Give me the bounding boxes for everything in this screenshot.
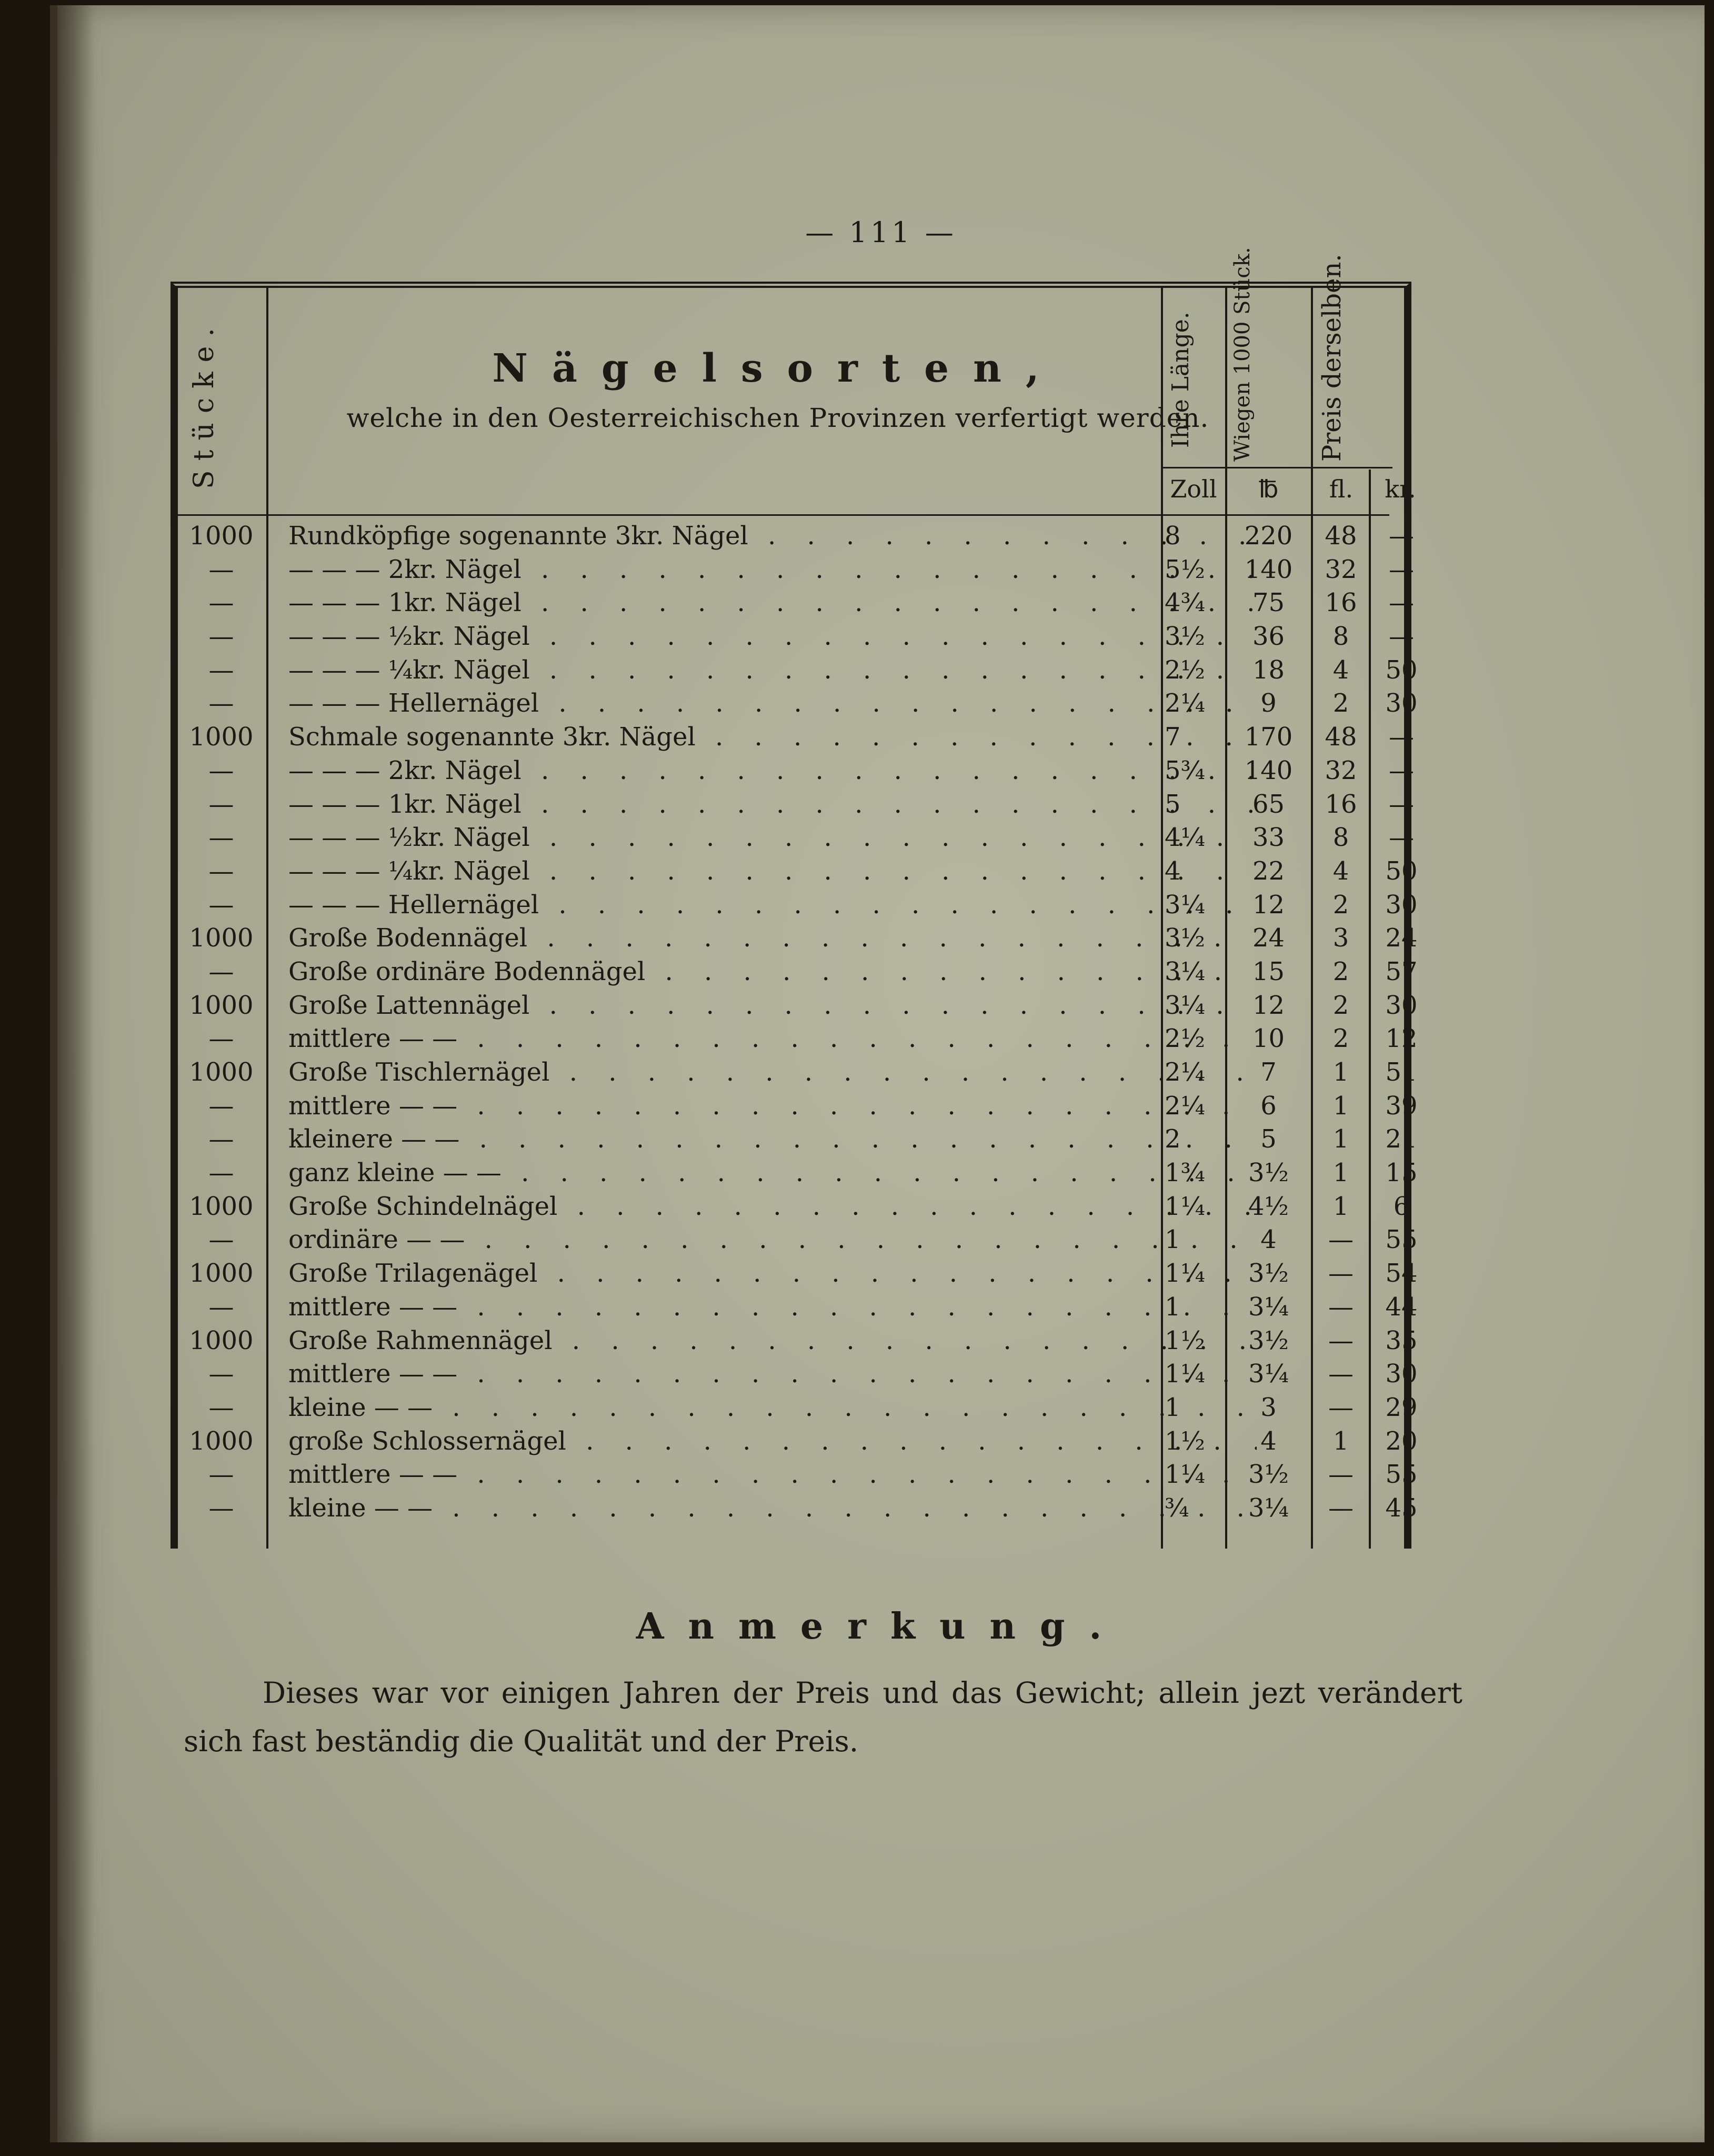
- row-qty: —: [208, 655, 234, 685]
- row-kr: 24: [1385, 923, 1418, 953]
- row-weight: 7: [1260, 1057, 1277, 1087]
- row-name: — — — 2kr. Nägel . . .: [288, 553, 1257, 587]
- row-weight: 5: [1260, 1124, 1277, 1154]
- row-qty: —: [208, 789, 234, 819]
- row-fl: —: [1328, 1493, 1354, 1523]
- rule-unit-top: [1161, 467, 1392, 468]
- nail-price-table: [171, 247, 1418, 1549]
- row-qty: —: [208, 622, 234, 652]
- row-kr: 57: [1385, 956, 1418, 986]
- row-kr: —: [1389, 755, 1414, 785]
- row-name: kleine — — . . .: [288, 1391, 1257, 1425]
- row-kr: 21: [1385, 1124, 1418, 1154]
- row-name: kleinere — — . . .: [288, 1123, 1257, 1156]
- table-row: [178, 1123, 1418, 1156]
- row-kr: 15: [1385, 1158, 1418, 1188]
- row-name: Große Trilagenägel . . .: [288, 1257, 1257, 1291]
- table-row: [178, 586, 1414, 620]
- row-fl: 4: [1332, 856, 1349, 886]
- row-name: Große Bodennägel . . .: [288, 922, 1257, 955]
- row-length: 1¼: [1165, 1259, 1206, 1289]
- row-qty: —: [208, 1392, 234, 1422]
- row-length: 3½: [1165, 622, 1206, 652]
- table-row: [178, 1190, 1410, 1224]
- row-weight: 3½: [1248, 1325, 1289, 1355]
- row-fl: 8: [1332, 622, 1349, 652]
- row-fl: 16: [1325, 789, 1357, 819]
- row-length: 5: [1165, 789, 1181, 819]
- note-text: Dieses war vor einigen Jahren der Preis und das Gewicht; allein jezt verändert sich fast beständig die Qualität und der Preis.: [184, 1676, 1462, 1758]
- row-length: ¾: [1165, 1493, 1189, 1523]
- row-fl: 32: [1325, 554, 1357, 584]
- rule-header-bottom: [178, 514, 1389, 516]
- table-row: [178, 1223, 1418, 1257]
- row-qty: 1000: [189, 1191, 254, 1221]
- qty-column-header: Stücke.: [188, 318, 220, 489]
- row-qty: —: [208, 890, 234, 920]
- row-kr: 54: [1385, 1259, 1418, 1289]
- row-fl: 2: [1332, 1024, 1349, 1054]
- row-weight: 3¼: [1248, 1359, 1289, 1389]
- row-length: 5¾: [1165, 755, 1206, 785]
- row-kr: 35: [1385, 1325, 1418, 1355]
- row-weight: 12: [1252, 890, 1285, 920]
- row-kr: —: [1389, 588, 1414, 618]
- unit-length: Zoll: [1170, 475, 1217, 503]
- row-fl: 2: [1332, 890, 1349, 920]
- unit-weight: ℔: [1258, 475, 1279, 503]
- row-length: 1¾: [1165, 1158, 1206, 1188]
- row-fl: 1: [1332, 1158, 1349, 1188]
- row-length: 7: [1165, 722, 1181, 752]
- row-fl: —: [1328, 1392, 1354, 1422]
- row-length: 2¼: [1165, 688, 1206, 718]
- row-fl: —: [1328, 1325, 1354, 1355]
- row-fl: —: [1328, 1225, 1354, 1255]
- table-row: [178, 1090, 1418, 1123]
- row-weight: 65: [1252, 789, 1285, 819]
- row-length: 2: [1165, 1124, 1181, 1154]
- row-name: große Schlossernägel . . .: [288, 1425, 1257, 1459]
- row-weight: 12: [1252, 990, 1285, 1020]
- row-weight: 220: [1244, 521, 1293, 551]
- page-number: — 111 —: [805, 216, 957, 249]
- row-name: — — — ½kr. Nägel . . .: [288, 620, 1257, 654]
- row-fl: 1: [1332, 1124, 1349, 1154]
- row-fl: —: [1328, 1259, 1354, 1289]
- row-weight: 15: [1252, 956, 1285, 986]
- row-kr: —: [1389, 521, 1414, 551]
- row-qty: 1000: [189, 990, 254, 1020]
- row-length: 3¼: [1165, 956, 1206, 986]
- table-row: [178, 520, 1414, 553]
- row-weight: 3½: [1248, 1259, 1289, 1289]
- row-qty: 1000: [189, 1259, 254, 1289]
- table-row: [178, 989, 1418, 1023]
- row-weight: 36: [1252, 622, 1285, 652]
- row-name: Große Lattennägel . . .: [288, 989, 1257, 1023]
- row-weight: 18: [1252, 655, 1285, 685]
- row-weight: 3½: [1248, 1158, 1289, 1188]
- row-fl: 2: [1332, 956, 1349, 986]
- row-name: — — — Hellernägel . . .: [288, 889, 1257, 922]
- length-column-header: Ihre Länge.: [1167, 312, 1194, 448]
- row-qty: —: [208, 1460, 234, 1490]
- note-title: Anmerkung.: [636, 1605, 1126, 1648]
- row-kr: 50: [1385, 856, 1418, 886]
- row-fl: 48: [1325, 521, 1357, 551]
- row-qty: —: [208, 956, 234, 986]
- table-row: [178, 1391, 1418, 1425]
- row-name: Große ordinäre Bodennägel . . .: [288, 955, 1257, 989]
- row-weight: 140: [1244, 755, 1293, 785]
- table-row: [178, 1458, 1418, 1492]
- table-row: [178, 687, 1418, 721]
- row-weight: 9: [1260, 688, 1277, 718]
- row-fl: 1: [1332, 1426, 1349, 1456]
- weight-column-header: Wiegen 1000 Stück.: [1230, 247, 1255, 462]
- row-fl: 4: [1332, 655, 1349, 685]
- table-heading: [283, 346, 1272, 433]
- row-qty: —: [208, 1091, 234, 1121]
- row-name: mittlere — — . . .: [288, 1090, 1257, 1123]
- row-kr: —: [1389, 554, 1414, 584]
- row-kr: —: [1389, 789, 1414, 819]
- row-name: Schmale sogenannte 3kr. Nägel . . .: [288, 721, 1257, 754]
- row-qty: 1000: [189, 1325, 254, 1355]
- row-weight: 3¼: [1248, 1292, 1289, 1322]
- row-length: 1½: [1165, 1426, 1206, 1456]
- row-fl: 1: [1332, 1191, 1349, 1221]
- row-qty: —: [208, 1124, 234, 1154]
- row-qty: —: [208, 856, 234, 886]
- row-weight: 3: [1260, 1392, 1277, 1422]
- row-qty: 1000: [189, 1057, 254, 1087]
- row-name: mittlere — — . . .: [288, 1458, 1257, 1492]
- row-fl: 1: [1332, 1091, 1349, 1121]
- row-weight: 3½: [1248, 1460, 1289, 1490]
- row-kr: 6: [1393, 1191, 1410, 1221]
- row-weight: 4: [1260, 1426, 1277, 1456]
- row-name: Rundköpfige sogenannte 3kr. Nägel . . .: [288, 520, 1257, 553]
- row-kr: 20: [1385, 1426, 1418, 1456]
- row-length: 3¼: [1165, 990, 1206, 1020]
- unit-kr: kr.: [1385, 475, 1416, 503]
- row-weight: 3¼: [1248, 1493, 1289, 1523]
- row-fl: 16: [1325, 588, 1357, 618]
- row-kr: 51: [1385, 1057, 1418, 1087]
- row-qty: 1000: [189, 923, 254, 953]
- row-length: 1¼: [1165, 1191, 1206, 1221]
- table-row: [178, 1425, 1418, 1459]
- price-column-header: Preis derselben.: [1317, 254, 1347, 462]
- table-row: [178, 889, 1418, 922]
- row-weight: 140: [1244, 554, 1293, 584]
- row-name: Große Schindelnägel . . .: [288, 1190, 1257, 1224]
- row-weight: 75: [1252, 588, 1285, 618]
- table-subtitle: welche in den Oesterreichischen Provinzen verfertigt werden.: [346, 403, 1209, 433]
- row-length: 4¾: [1165, 588, 1206, 618]
- row-kr: 55: [1385, 1460, 1418, 1490]
- row-fl: 2: [1332, 688, 1349, 718]
- row-length: 1¼: [1165, 1460, 1206, 1490]
- row-weight: 22: [1252, 856, 1285, 886]
- table-row: [178, 1022, 1418, 1056]
- table-row: [178, 821, 1414, 855]
- row-name: — — — Hellernägel . . .: [288, 687, 1257, 721]
- table-row: [178, 855, 1418, 889]
- row-kr: 30: [1385, 688, 1418, 718]
- row-name: Große Rahmennägel . . .: [288, 1324, 1257, 1358]
- row-fl: 1: [1332, 1057, 1349, 1087]
- table-row: [178, 553, 1414, 587]
- row-fl: —: [1328, 1460, 1354, 1490]
- table-row: [178, 1324, 1418, 1358]
- table-row: [178, 1358, 1418, 1391]
- row-qty: —: [208, 688, 234, 718]
- table-row: [178, 1257, 1418, 1291]
- row-weight: 10: [1252, 1024, 1285, 1054]
- row-fl: 48: [1325, 722, 1357, 752]
- row-qty: —: [208, 1024, 234, 1054]
- row-qty: —: [208, 823, 234, 853]
- table-row: [178, 922, 1418, 955]
- row-length: 1: [1165, 1292, 1181, 1322]
- row-kr: —: [1389, 622, 1414, 652]
- table-title: Nägelsorten,: [492, 346, 1064, 391]
- row-kr: 55: [1385, 1225, 1418, 1255]
- row-qty: 1000: [189, 1426, 254, 1456]
- row-name: mittlere — — . . .: [288, 1291, 1257, 1324]
- row-weight: 170: [1244, 722, 1293, 752]
- row-kr: 29: [1385, 1392, 1418, 1422]
- row-kr: 30: [1385, 1359, 1418, 1389]
- row-qty: —: [208, 554, 234, 584]
- row-qty: —: [208, 1359, 234, 1389]
- row-fl: 2: [1332, 990, 1349, 1020]
- row-kr: 30: [1385, 890, 1418, 920]
- table-row: [178, 1156, 1418, 1190]
- row-qty: 1000: [189, 521, 254, 551]
- row-length: 1: [1165, 1392, 1181, 1422]
- row-qty: —: [208, 1292, 234, 1322]
- row-name: — — — 2kr. Nägel . . .: [288, 754, 1257, 788]
- row-name: ordinäre — — . . .: [288, 1223, 1257, 1257]
- row-name: — — — 1kr. Nägel . . .: [288, 788, 1257, 822]
- row-name: — — — 1kr. Nägel . . .: [288, 586, 1257, 620]
- row-kr: —: [1389, 823, 1414, 853]
- row-name: — — — ¼kr. Nägel . . .: [288, 654, 1257, 687]
- row-kr: —: [1389, 722, 1414, 752]
- row-length: 8: [1165, 521, 1181, 551]
- row-qty: —: [208, 755, 234, 785]
- table-row: [178, 721, 1414, 754]
- row-kr: 50: [1385, 655, 1418, 685]
- row-length: 3¼: [1165, 890, 1206, 920]
- row-name: Große Tischlernägel . . .: [288, 1056, 1257, 1090]
- table-row: [178, 754, 1414, 788]
- row-length: 2½: [1165, 655, 1206, 685]
- row-name: — — — ½kr. Nägel . . .: [288, 821, 1257, 855]
- row-weight: 4½: [1248, 1191, 1289, 1221]
- row-name: mittlere — — . . .: [288, 1358, 1257, 1391]
- page-gutter-shadow: [57, 5, 94, 2142]
- table-row: [178, 1291, 1418, 1324]
- row-qty: —: [208, 1158, 234, 1188]
- table-row: [178, 620, 1414, 654]
- row-length: 1¼: [1165, 1359, 1206, 1389]
- row-length: 1: [1165, 1225, 1181, 1255]
- row-fl: —: [1328, 1359, 1354, 1389]
- unit-fl: fl.: [1329, 475, 1354, 503]
- row-weight: 6: [1260, 1091, 1277, 1121]
- row-fl: 3: [1332, 923, 1349, 953]
- row-kr: 30: [1385, 990, 1418, 1020]
- row-name: mittlere — — . . .: [288, 1022, 1257, 1056]
- row-weight: 24: [1252, 923, 1285, 953]
- row-fl: 8: [1332, 823, 1349, 853]
- row-fl: 32: [1325, 755, 1357, 785]
- row-fl: —: [1328, 1292, 1354, 1322]
- table-row: [178, 1492, 1418, 1525]
- row-length: 4¼: [1165, 823, 1206, 853]
- row-kr: 39: [1385, 1091, 1418, 1121]
- table-row: [178, 654, 1418, 687]
- row-weight: 4: [1260, 1225, 1277, 1255]
- row-kr: 45: [1385, 1493, 1418, 1523]
- row-length: 2¼: [1165, 1057, 1206, 1087]
- row-kr: 12: [1385, 1024, 1418, 1054]
- row-qty: —: [208, 1225, 234, 1255]
- row-length: 4: [1165, 856, 1181, 886]
- table-row: [178, 788, 1414, 822]
- row-qty: —: [208, 1493, 234, 1523]
- table-body: [178, 520, 1418, 1525]
- row-length: 5½: [1165, 554, 1206, 584]
- table-row: [178, 1056, 1418, 1090]
- row-qty: —: [208, 588, 234, 618]
- row-weight: 33: [1252, 823, 1285, 853]
- row-name: ganz kleine — — . . .: [288, 1156, 1257, 1190]
- row-length: 2½: [1165, 1024, 1206, 1054]
- row-name: — — — ¼kr. Nägel . . .: [288, 855, 1257, 889]
- row-qty: 1000: [189, 722, 254, 752]
- row-length: 3½: [1165, 923, 1206, 953]
- row-length: 1½: [1165, 1325, 1206, 1355]
- book-page: [50, 5, 1705, 2142]
- row-length: 2¼: [1165, 1091, 1206, 1121]
- table-row: [178, 955, 1418, 989]
- row-kr: 44: [1385, 1292, 1418, 1322]
- row-name: kleine — — . . .: [288, 1492, 1257, 1525]
